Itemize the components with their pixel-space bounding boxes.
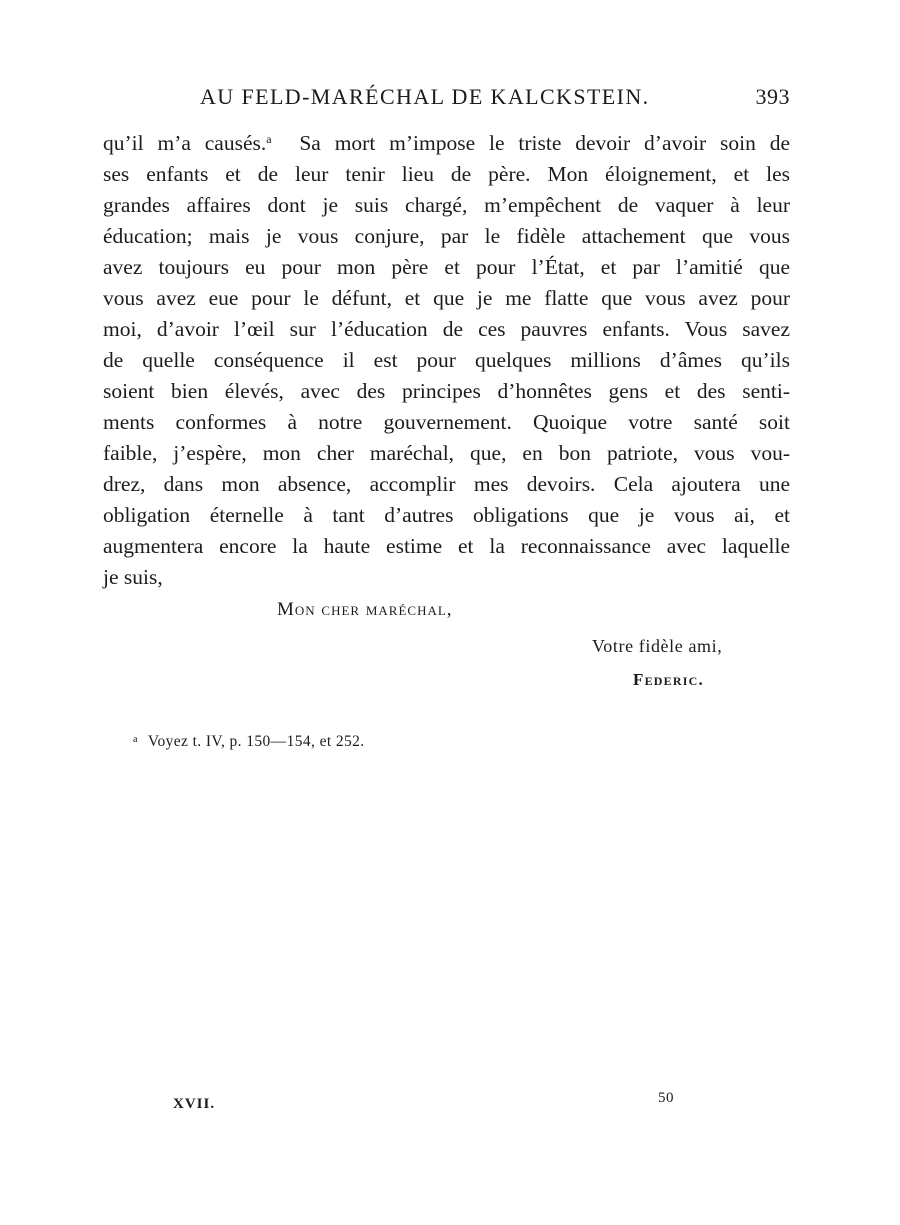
footnote [133,733,365,751]
text-line: ments conformes à notre gouvernement. Quoique votre santé soit [103,410,790,434]
text-line: augmentera encore la haute estime et la reconnaissance avec laquelle [103,534,790,558]
text-line: grandes affaires dont je suis chargé, m’empêchent de vaquer à leur [103,193,790,217]
text-line [103,128,790,159]
text-line: éducation; mais je vous conjure, par le fidèle attachement que vous [103,224,790,248]
footnote-text: Voyez t. IV, p. 150—154, et 252. [147,733,365,750]
text-line: soient bien élevés, avec des principes d’honnêtes gens et des senti- [103,379,790,403]
text-line-start: qu’il m’a causés. [103,131,267,155]
text-line-end: Sa mort m’impose le triste devoir d’avoir soin de [299,131,791,155]
text-line: avez toujours eu pour mon père et pour l’État, et par l’amitié que [103,255,790,279]
signature: Federic. [633,670,704,689]
text-line: moi, d’avoir l’œil sur l’éducation de ces pauvres enfants. Vous savez [103,317,790,341]
text-line: faible, j’espère, mon cher maréchal, que, en bon patriote, vous vou- [103,441,790,465]
letter-body [103,128,790,593]
sheet-number: 50 [658,1090,674,1106]
text-line: je suis, [103,565,163,589]
salutation: Mon cher maréchal, [277,599,453,620]
text-line: obligation éternelle à tant d’autres obligations que je vous ai, et [103,503,790,527]
footnote-mark: a [133,734,138,745]
text-line: ses enfants et de leur tenir lieu de père. Mon éloignement, et les [103,162,790,186]
printer-signature-mark: XVII. [173,1096,216,1112]
text-line: drez, dans mon absence, accomplir mes devoirs. Cela ajoutera une [103,472,790,496]
running-head [200,84,790,114]
text-line: vous avez eue pour le défunt, et que je me flatte que vous avez pour [103,286,790,310]
footnote-reference[interactable]: a [266,132,272,146]
closing: Votre fidèle ami, [592,636,723,656]
page-number: 393 [755,84,790,109]
text-line: de quelle conséquence il est pour quelques millions d’âmes qu’ils [103,348,790,372]
running-title: AU FELD-MARÉCHAL DE KALCKSTEIN. [200,84,650,109]
